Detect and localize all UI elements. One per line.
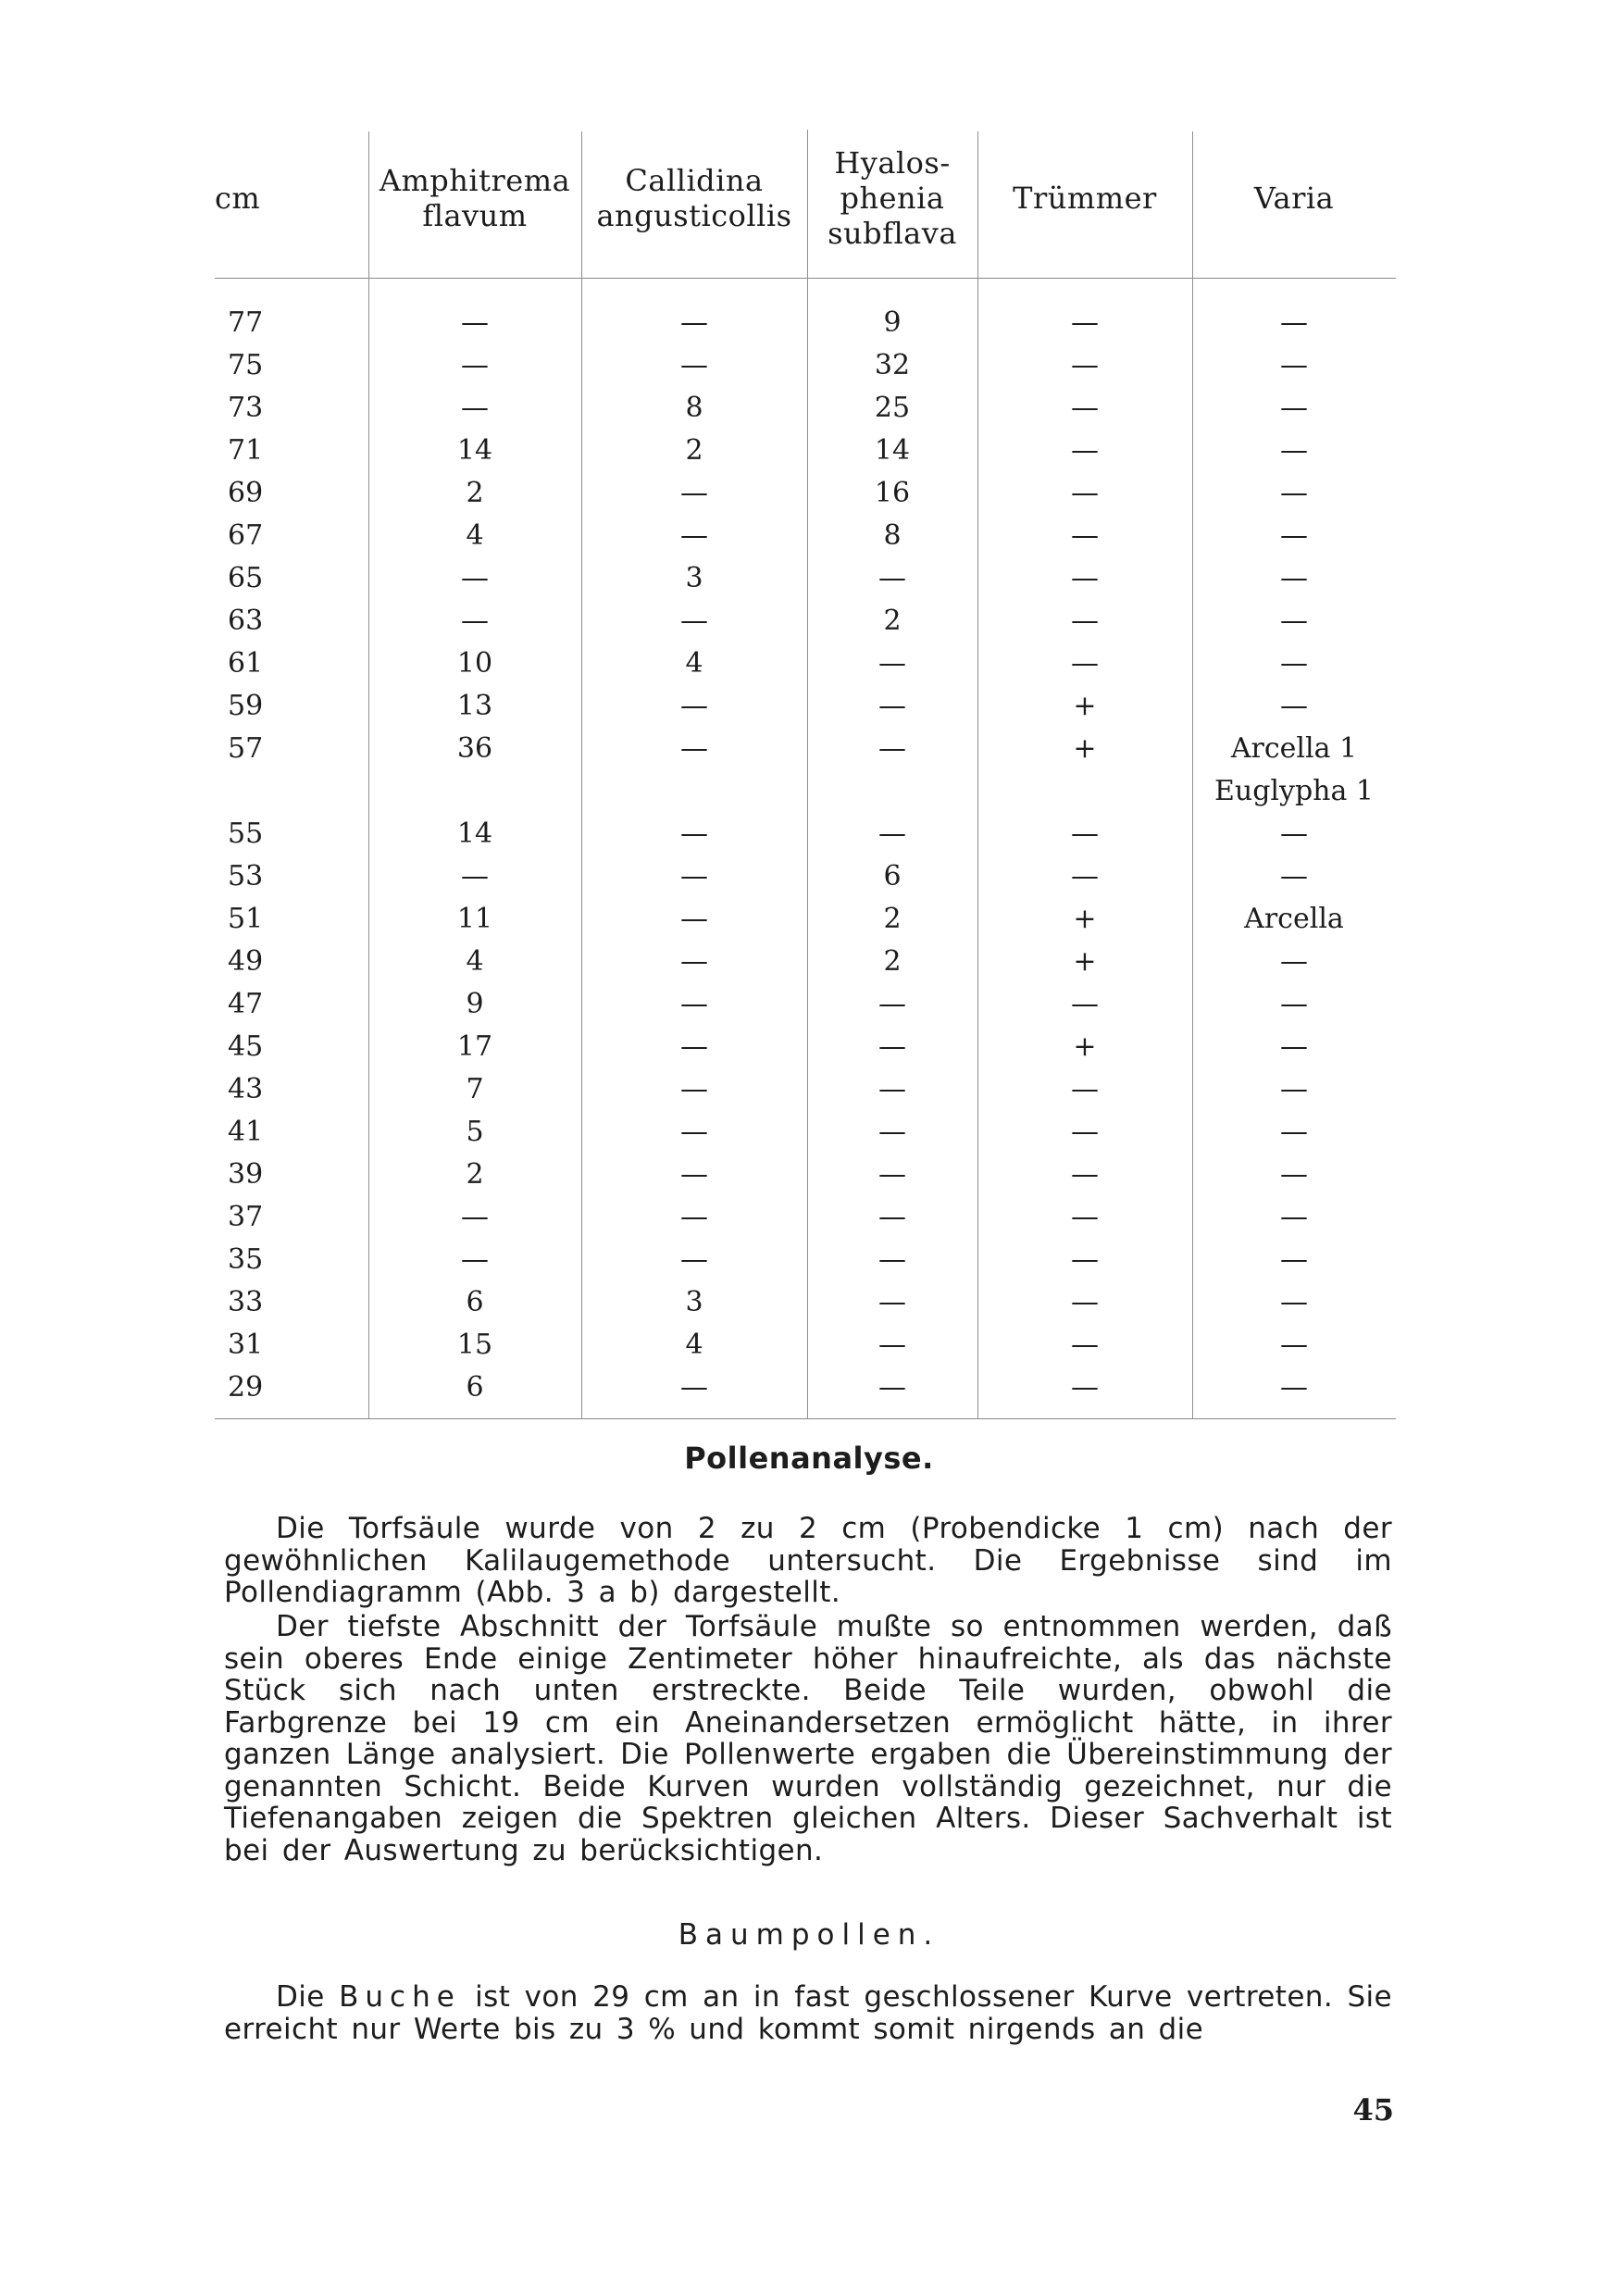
cell-hyalosphenia: — — [878, 647, 906, 680]
cell-hyalosphenia: — — [878, 1286, 906, 1318]
cell-depth: 49 — [228, 945, 264, 978]
cell-callidina: — — [680, 988, 708, 1020]
cell-hyalosphenia: 9 — [883, 306, 902, 339]
cell-amphitrema: 15 — [456, 1329, 493, 1361]
cell-varia: — — [1280, 1116, 1308, 1148]
cell-depth: 71 — [228, 434, 264, 467]
cell-amphitrema: — — [461, 306, 489, 339]
header-truemmer-line: Trümmer — [1013, 181, 1157, 216]
bottom-rule — [215, 1418, 1396, 1419]
cell-varia: — — [1280, 1158, 1308, 1191]
table-row — [215, 728, 1396, 813]
paragraph-method: Die Torfsäule wurde von 2 zu 2 cm (Probendicke 1 cm) nach der gewöhnlichen Kalilaugemethode untersucht. Die Ergebnisse sind im Pollendiagramm (Abb. 3 a b) dargestellt. — [224, 1512, 1392, 1609]
cell-depth: 75 — [228, 349, 264, 381]
cell-varia: — — [1280, 988, 1308, 1020]
cell-truemmer: — — [1071, 1116, 1099, 1148]
cell-hyalosphenia: — — [878, 1371, 906, 1404]
cell-amphitrema: — — [461, 1201, 489, 1233]
cell-truemmer: — — [1071, 817, 1099, 850]
cell-callidina: — — [680, 945, 708, 978]
cell-hyalosphenia: 16 — [874, 477, 911, 509]
cell-hyalosphenia: 2 — [883, 945, 902, 978]
table-row — [215, 1026, 1396, 1068]
cell-varia: — — [1280, 306, 1308, 339]
subsection-title: Baumpollen. — [678, 1918, 940, 1952]
cell-amphitrema: — — [461, 392, 489, 424]
cell-hyalosphenia: — — [878, 1201, 906, 1233]
cell-truemmer: — — [1071, 519, 1099, 552]
cell-hyalosphenia: — — [878, 817, 906, 850]
cell-callidina: — — [680, 519, 708, 552]
table-row — [215, 557, 1396, 600]
table-body — [215, 302, 1396, 1409]
cell-varia: — — [1280, 562, 1308, 594]
cell-truemmer: — — [1071, 306, 1099, 339]
header-amphitrema — [368, 120, 581, 276]
cell-depth: 61 — [228, 647, 264, 680]
cell-varia: — — [1280, 690, 1308, 722]
cell-varia: — — [1280, 1030, 1308, 1063]
cell-amphitrema: 5 — [466, 1116, 484, 1148]
cell-varia: — — [1280, 1329, 1308, 1361]
table-row — [215, 600, 1396, 643]
section-title: Pollenanalyse. — [684, 1441, 934, 1476]
cell-amphitrema: 4 — [466, 519, 484, 552]
cell-depth: 29 — [228, 1371, 264, 1404]
cell-amphitrema: 6 — [466, 1286, 484, 1318]
cell-truemmer: — — [1071, 1201, 1099, 1233]
cell-amphitrema: — — [461, 1243, 489, 1276]
cell-callidina: 4 — [685, 1329, 703, 1361]
cell-callidina: — — [680, 860, 708, 892]
table-row — [215, 1154, 1396, 1196]
table-row — [215, 983, 1396, 1026]
header-amphitrema-line: Amphitrema — [379, 163, 571, 198]
cell-varia: — — [1280, 1371, 1308, 1404]
cell-hyalosphenia: — — [878, 1116, 906, 1148]
cell-varia: — — [1280, 945, 1308, 978]
cell-truemmer: — — [1071, 1371, 1099, 1404]
cell-amphitrema: — — [461, 349, 489, 381]
cell-amphitrema: 6 — [466, 1371, 484, 1404]
table-row — [215, 1281, 1396, 1324]
cell-callidina: — — [680, 817, 708, 850]
cell-amphitrema: 2 — [466, 1158, 484, 1191]
cell-varia: — — [1280, 1286, 1308, 1318]
cell-amphitrema: — — [461, 605, 489, 637]
cell-amphitrema: 36 — [456, 732, 493, 765]
cell-depth: 33 — [228, 1286, 264, 1318]
header-hyalosphenia-line: phenia — [840, 181, 945, 216]
cell-varia-line: Arcella 1 — [1230, 732, 1358, 765]
column-rule — [1192, 131, 1193, 1418]
cell-varia: — — [1280, 519, 1308, 552]
header-callidina-line: Callidina — [625, 163, 764, 198]
cell-amphitrema: 11 — [456, 903, 493, 935]
cell-truemmer: — — [1071, 562, 1099, 594]
cell-callidina: — — [680, 903, 708, 935]
cell-depth: 37 — [228, 1201, 264, 1233]
cell-depth: 77 — [228, 306, 264, 339]
cell-truemmer: — — [1071, 477, 1099, 509]
cell-hyalosphenia: — — [878, 1158, 906, 1191]
cell-amphitrema: 7 — [466, 1073, 484, 1105]
cell-varia: — — [1280, 434, 1308, 467]
cell-amphitrema: 13 — [456, 690, 493, 722]
cell-truemmer: + — [1073, 945, 1097, 978]
cell-truemmer: — — [1071, 605, 1099, 637]
cell-depth: 55 — [228, 817, 264, 850]
cell-hyalosphenia: — — [878, 1030, 906, 1063]
column-rule — [807, 130, 808, 1418]
cell-callidina: — — [680, 477, 708, 509]
header-depth-line: cm — [215, 181, 261, 216]
table-row — [215, 515, 1396, 557]
cell-callidina: — — [680, 1030, 708, 1063]
cell-varia: — — [1280, 647, 1308, 680]
cell-amphitrema: — — [461, 860, 489, 892]
cell-hyalosphenia: — — [878, 1329, 906, 1361]
cell-varia: — — [1280, 1243, 1308, 1276]
cell-callidina: — — [680, 1201, 708, 1233]
cell-truemmer: — — [1071, 434, 1099, 467]
cell-hyalosphenia: — — [878, 732, 906, 765]
cell-truemmer: — — [1071, 392, 1099, 424]
cell-truemmer: + — [1073, 690, 1097, 722]
cell-amphitrema: 14 — [456, 817, 493, 850]
table-row — [215, 685, 1396, 728]
cell-amphitrema: 2 — [466, 477, 484, 509]
cell-depth: 69 — [228, 477, 264, 509]
cell-callidina: — — [680, 1116, 708, 1148]
cell-hyalosphenia: 14 — [874, 434, 911, 467]
header-hyalosphenia — [807, 120, 977, 276]
cell-varia: Arcella — [1244, 903, 1344, 935]
cell-hyalosphenia: — — [878, 562, 906, 594]
cell-callidina: — — [680, 1073, 708, 1105]
cell-depth: 45 — [228, 1030, 264, 1063]
table-row — [215, 941, 1396, 983]
cell-truemmer: — — [1071, 1073, 1099, 1105]
table-row — [215, 302, 1396, 344]
table-row — [215, 1366, 1396, 1409]
cell-callidina: — — [680, 1243, 708, 1276]
table-row — [215, 1239, 1396, 1281]
cell-truemmer: — — [1071, 647, 1099, 680]
column-rule — [581, 131, 582, 1418]
header-hyalosphenia-line: Hyalos- — [834, 145, 951, 181]
cell-depth: 41 — [228, 1116, 264, 1148]
cell-callidina: — — [680, 732, 708, 765]
cell-depth: 35 — [228, 1243, 264, 1276]
table-row — [215, 1196, 1396, 1239]
paragraph-beech: Die Buche ist von 29 cm an in fast geschlossener Kurve vertreten. Sie erreicht nur Werte bis zu 3 % und kommt somit nirgends an die — [224, 1980, 1393, 2046]
cell-truemmer: — — [1071, 860, 1099, 892]
table-row — [215, 643, 1396, 685]
cell-callidina: 3 — [685, 562, 703, 594]
table-header-row — [215, 120, 1396, 276]
cell-hyalosphenia: 2 — [883, 605, 902, 637]
cell-varia: — — [1280, 605, 1308, 637]
table-row — [215, 813, 1396, 855]
cell-truemmer: + — [1073, 732, 1097, 765]
cell-varia: — — [1280, 1201, 1308, 1233]
cell-depth: 43 — [228, 1073, 264, 1105]
table-row — [215, 1324, 1396, 1366]
cell-callidina: — — [680, 690, 708, 722]
header-hyalosphenia-line: subflava — [828, 216, 957, 251]
header-varia-line: Varia — [1253, 181, 1335, 216]
cell-varia: — — [1280, 349, 1308, 381]
header-rule — [215, 278, 1396, 279]
cell-callidina: 8 — [685, 392, 703, 424]
cell-depth: 73 — [228, 392, 264, 424]
cell-callidina: — — [680, 1158, 708, 1191]
cell-varia — [1192, 728, 1396, 813]
cell-amphitrema: 14 — [456, 434, 493, 467]
header-callidina — [581, 120, 807, 276]
cell-depth: 47 — [228, 988, 264, 1020]
cell-callidina: — — [680, 1371, 708, 1404]
cell-varia-line: Euglypha 1 — [1214, 775, 1374, 807]
rhizopod-count-table — [215, 120, 1396, 1426]
cell-truemmer: — — [1071, 349, 1099, 381]
column-rule — [368, 131, 369, 1418]
header-amphitrema-line: flavum — [422, 198, 528, 233]
header-truemmer — [977, 120, 1192, 276]
cell-callidina: 4 — [685, 647, 703, 680]
cell-hyalosphenia: 32 — [874, 349, 911, 381]
cell-depth: 51 — [228, 903, 264, 935]
cell-amphitrema: 10 — [456, 647, 493, 680]
cell-truemmer: — — [1071, 1329, 1099, 1361]
table-row — [215, 855, 1396, 898]
cell-amphitrema: 17 — [456, 1030, 493, 1063]
table-row — [215, 430, 1396, 472]
cell-depth: 65 — [228, 562, 264, 594]
cell-amphitrema: 9 — [466, 988, 484, 1020]
cell-truemmer: — — [1071, 1243, 1099, 1276]
cell-amphitrema: — — [461, 562, 489, 594]
table-row — [215, 387, 1396, 430]
cell-hyalosphenia: 25 — [874, 392, 911, 424]
table-row — [215, 344, 1396, 387]
cell-hyalosphenia: 6 — [883, 860, 902, 892]
cell-hyalosphenia: 2 — [883, 903, 902, 935]
cell-callidina: — — [680, 306, 708, 339]
cell-callidina: — — [680, 605, 708, 637]
cell-depth: 67 — [228, 519, 264, 552]
cell-varia: — — [1280, 477, 1308, 509]
cell-hyalosphenia: — — [878, 1073, 906, 1105]
cell-truemmer: — — [1071, 1158, 1099, 1191]
cell-hyalosphenia: — — [878, 690, 906, 722]
cell-hyalosphenia: 8 — [883, 519, 902, 552]
cell-callidina: 3 — [685, 1286, 703, 1318]
cell-depth: 31 — [228, 1329, 264, 1361]
cell-depth: 39 — [228, 1158, 264, 1191]
cell-depth: 53 — [228, 860, 264, 892]
cell-depth: 63 — [228, 605, 264, 637]
column-rule — [977, 131, 978, 1418]
cell-truemmer: — — [1071, 1286, 1099, 1318]
header-varia — [1192, 120, 1396, 276]
table-row — [215, 1111, 1396, 1154]
table-row — [215, 472, 1396, 515]
header-depth — [215, 120, 368, 276]
page-number: 45 — [1352, 2092, 1394, 2128]
cell-varia: — — [1280, 392, 1308, 424]
cell-truemmer: + — [1073, 1030, 1097, 1063]
table-row — [215, 1068, 1396, 1111]
cell-callidina: — — [680, 349, 708, 381]
header-callidina-line: angusticollis — [596, 198, 792, 233]
paragraph-lowest-section: Der tiefste Abschnitt der Torfsäule mußte so entnommen werden, daß sein oberes Ende einige Zentimeter höher hinaufreichte, als das nächste Stück sich nach unten erstreckte. Beide Teile wurden, obwohl die Farbgrenze bei 19 cm ein Aneinandersetzen ermöglicht hätte, in ihrer ganzen Länge analysiert. Die Pollenwerte ergaben die Übereinstimmung der genannten Schicht. Beide Kurven wurden vollständig gezeichnet, nur die Tiefenangaben zeigen die Spektren gleichen Alters. Dieser Sachverhalt ist bei der Auswertung zu berücksichtigen. — [224, 1610, 1392, 1867]
cell-depth: 57 — [228, 732, 264, 765]
cell-truemmer: + — [1073, 903, 1097, 935]
table-row — [215, 898, 1396, 941]
cell-amphitrema: 4 — [466, 945, 484, 978]
cell-depth: 59 — [228, 690, 264, 722]
cell-varia: — — [1280, 817, 1308, 850]
cell-callidina: 2 — [685, 434, 703, 467]
cell-hyalosphenia: — — [878, 988, 906, 1020]
spaced-word-buche: Buche — [339, 1980, 461, 2014]
cell-hyalosphenia: — — [878, 1243, 906, 1276]
cell-truemmer: — — [1071, 988, 1099, 1020]
cell-varia: — — [1280, 860, 1308, 892]
cell-varia: — — [1280, 1073, 1308, 1105]
